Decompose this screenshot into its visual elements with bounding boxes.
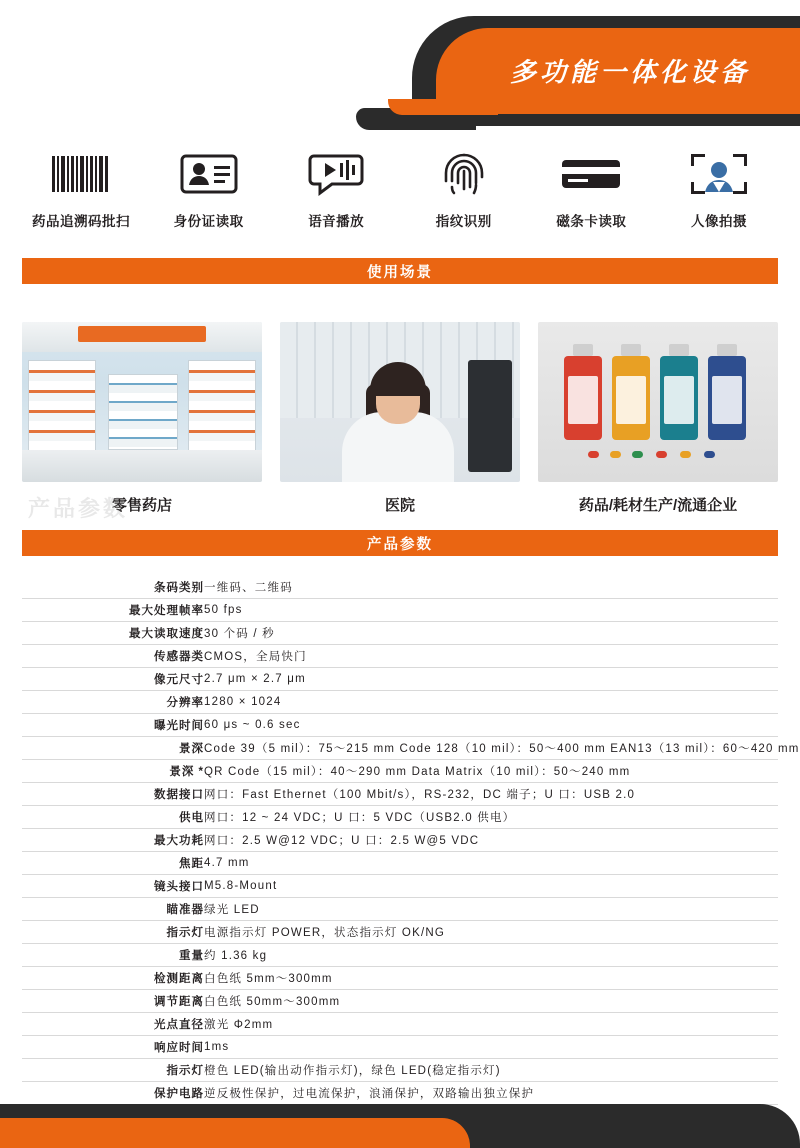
portrait-capture-icon [660,148,778,200]
feature-item-fingerprint [405,148,523,230]
feature-label: 人像拍摄 [690,214,747,229]
spec-value: 约 1.36 kg [204,944,778,967]
spec-key: 瞄准器 [22,898,204,921]
table-row [22,921,778,944]
spec-value: QR Code（15 mil）：40～290 mm Data Matrix（10 mil）：50～240 mm [204,760,778,783]
spec-value: 30 个码 / 秒 [204,622,778,645]
scene-gallery [22,322,778,515]
table-row [22,760,778,783]
spec-value: 2.7 μm × 2.7 μm [204,668,778,691]
table-row [22,622,778,645]
feature-item-barcode [22,148,140,230]
id-card-icon [150,148,268,200]
table-row [22,852,778,875]
table-row [22,599,778,622]
feature-icon-row [0,148,800,230]
header-orange-tail [388,99,498,115]
spec-key: 最大读取速度 [22,622,204,645]
scene-caption: 零售药店 [111,497,172,514]
spec-value: 电源指示灯 POWER，状态指示灯 OK/NG [204,921,778,944]
spec-key: 焦距 [22,852,204,875]
table-row [22,875,778,898]
table-row [22,714,778,737]
medicine-bottles-photo [538,322,778,482]
spec-key: 镜头接口 [22,875,204,898]
table-row [22,967,778,990]
spec-key: 像元尺寸 [22,668,204,691]
spec-value: 橙色 LED(输出动作指示灯)，绿色 LED(稳定指示灯) [204,1059,778,1082]
retail-pharmacy-photo [22,322,262,482]
spec-key: 景深 * [22,760,204,783]
spec-value: 60 μs ~ 0.6 sec [204,714,778,737]
table-row [22,737,778,760]
table-row [22,668,778,691]
spec-value: 激光 Φ2mm [204,1013,778,1036]
table-row [22,691,778,714]
spec-value: 绿光 LED [204,898,778,921]
spec-key: 检测距离 [22,967,204,990]
scene-item [280,322,520,515]
table-row [22,898,778,921]
voice-play-icon [277,148,395,200]
magnetic-card-icon [532,148,650,200]
spec-value: 一维码、二维码 [204,576,778,599]
barcode-icon [22,148,140,200]
spec-value: 4.7 mm [204,852,778,875]
spec-key: 曝光时间 [22,714,204,737]
footer-orange-shape [0,1118,470,1148]
spec-key: 光点直径 [22,1013,204,1036]
feature-item-portrait [660,148,778,230]
spec-key: 调节距离 [22,990,204,1013]
section-bar-params: 产品参数 [22,530,778,556]
header-banner [0,0,800,150]
spec-key: 条码类别 [22,576,204,599]
feature-label: 语音播放 [308,214,365,229]
spec-value: 网口：2.5 W@12 VDC；U 口：2.5 W@5 VDC [204,829,778,852]
hospital-pharmacist-photo [280,322,520,482]
scene-item [22,322,262,515]
spec-key: 指示灯 [22,921,204,944]
feature-item-id-card [150,148,268,230]
spec-key: 分辨率 [22,691,204,714]
scene-caption: 药品/耗材生产/流通企业 [578,497,738,514]
feature-item-voice [277,148,395,230]
table-row [22,806,778,829]
table-row [22,1036,778,1059]
table-row [22,1013,778,1036]
section-bar-scene: 使用场景 [22,258,778,284]
spec-key: 最大功耗 [22,829,204,852]
spec-value: 逆反极性保护，过电流保护，浪涌保护，双路输出独立保护 [204,1082,778,1105]
fingerprint-icon [405,148,523,200]
spec-key: 供电 [22,806,204,829]
feature-label: 指纹识别 [435,214,492,229]
spec-key: 重量 [22,944,204,967]
spec-key: 指示灯 [22,1059,204,1082]
feature-item-magnetic-card [532,148,650,230]
spec-value: 1ms [204,1036,778,1059]
spec-value: Code 39（5 mil）：75～215 mm Code 128（10 mil）：50～400 mm EAN13（13 mil）：60～420 mm [204,737,778,760]
table-row [22,645,778,668]
spec-value: 网口：12 ~ 24 VDC；U 口：5 VDC（USB2.0 供电） [204,806,778,829]
feature-label: 磁条卡读取 [556,214,627,229]
spec-key: 数据接口 [22,783,204,806]
table-row [22,829,778,852]
watermark-text: 产品参数 [28,496,129,521]
spec-value: M5.8-Mount [204,875,778,898]
table-row [22,1082,778,1105]
table-row [22,944,778,967]
spec-value: 1280 × 1024 [204,691,778,714]
spec-value: 白色纸 5mm～300mm [204,967,778,990]
spec-key: 保护电路 [22,1082,204,1105]
scene-item [538,322,778,515]
spec-key: 传感器类 [22,645,204,668]
spec-key: 响应时间 [22,1036,204,1059]
spec-key: 景深 [22,737,204,760]
page-title: 多功能一体化设备 [509,58,750,88]
spec-value: 网口：Fast Ethernet（100 Mbit/s），RS-232，DC 端子；U 口：USB 2.0 [204,783,778,806]
table-row [22,990,778,1013]
feature-label: 身份证读取 [173,214,244,229]
spec-value: 50 fps [204,599,778,622]
feature-label: 药品追溯码批扫 [32,214,130,229]
table-row [22,783,778,806]
spec-table [22,576,800,1105]
table-row [22,1059,778,1082]
spec-value: CMOS，全局快门 [204,645,778,668]
table-row [22,576,778,599]
spec-table-wrap [22,576,800,1105]
spec-value: 白色纸 50mm～300mm [204,990,778,1013]
spec-key: 最大处理帧率 [22,599,204,622]
scene-caption: 医院 [384,497,415,514]
